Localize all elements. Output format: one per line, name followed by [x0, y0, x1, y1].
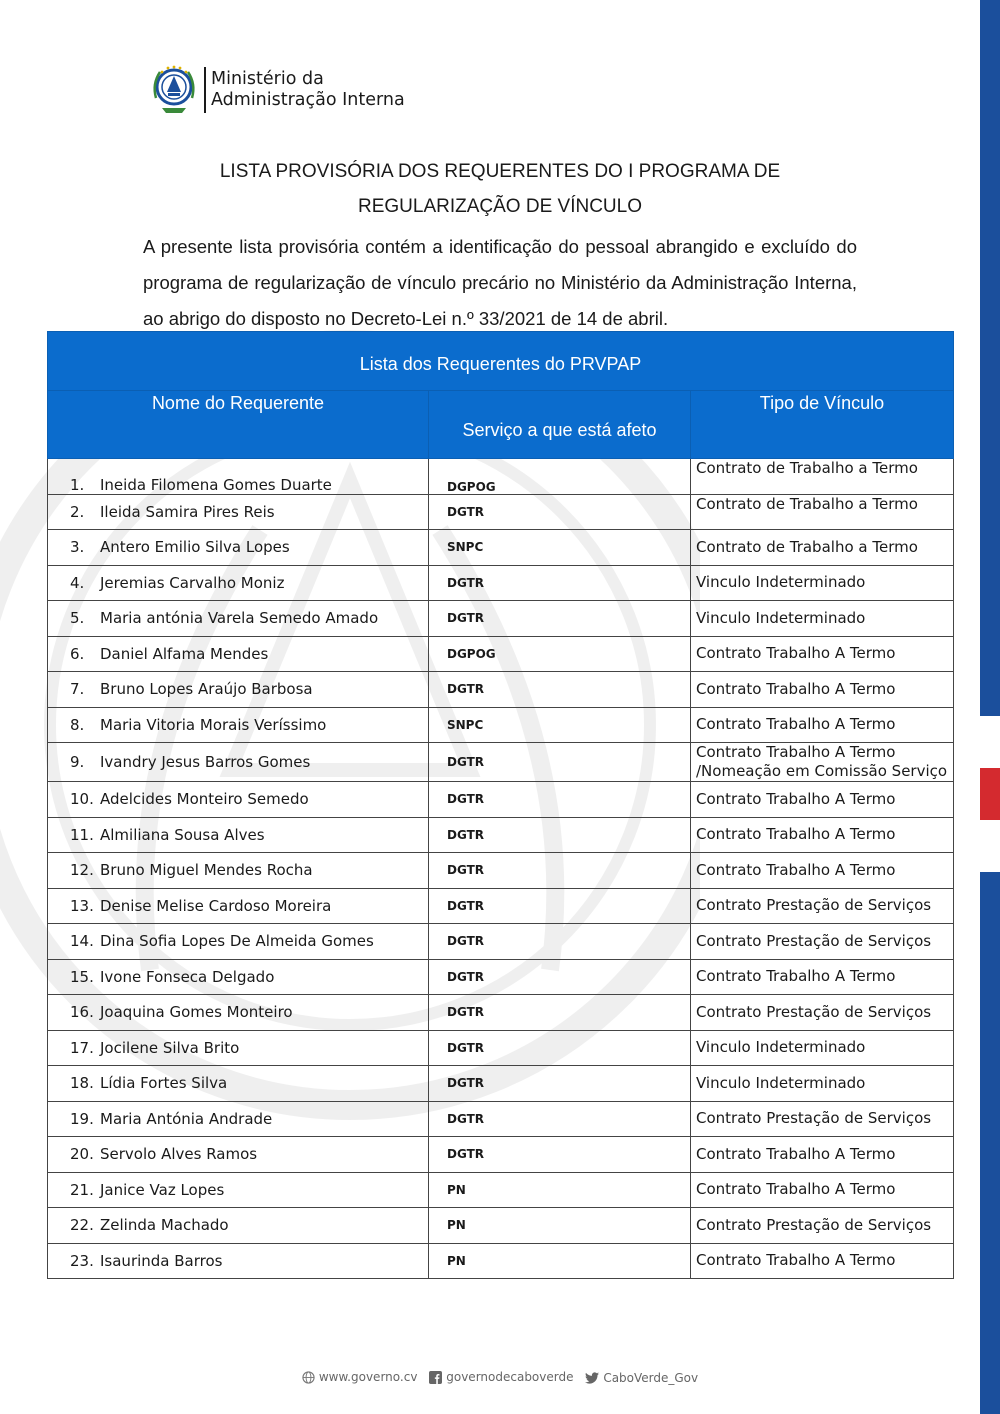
footer-twitter[interactable]	[585, 1371, 698, 1385]
cell-type	[691, 817, 954, 853]
cell-name	[48, 924, 429, 960]
requerente-name: Servolo Alves Ramos	[100, 1145, 258, 1164]
table-row	[48, 1137, 954, 1173]
cell-type	[691, 959, 954, 995]
table-row	[48, 1172, 954, 1208]
table-caption: Lista dos Requerentes do PRVPAP	[48, 332, 954, 391]
requerente-name: Ivandry Jesus Barros Gomes	[100, 753, 311, 771]
cell-service: DGTR	[429, 672, 691, 708]
coat-of-arms-icon	[148, 62, 200, 118]
cell-service: DGTR	[429, 1101, 691, 1137]
cell-name	[48, 1172, 429, 1208]
cell-service: DGTR	[429, 959, 691, 995]
cell-name	[48, 494, 429, 530]
cell-service: DGTR	[429, 1066, 691, 1102]
requerente-name: Isaurinda Barros	[100, 1251, 223, 1270]
cell-type	[691, 1172, 954, 1208]
cell-name	[48, 459, 429, 495]
vinculo-type: Contrato Prestação de Serviços	[696, 931, 932, 950]
vinculo-type: Contrato Trabalho A Termo	[696, 1180, 896, 1199]
requerente-name: Zelinda Machado	[100, 1216, 229, 1235]
requerente-name: Antero Emilio Silva Lopes	[100, 538, 290, 557]
footer-website-label: www.governo.cv	[318, 1370, 418, 1384]
logo-line-1: Ministério da	[211, 69, 324, 89]
row-number: 1.	[70, 475, 85, 494]
row-number: 21.	[70, 1180, 94, 1199]
ministry-logo	[148, 62, 405, 118]
logo-divider	[204, 67, 206, 113]
vinculo-type: Contrato Trabalho A Termo	[696, 715, 896, 734]
requerente-name: Ivone Fonseca Delgado	[100, 967, 275, 986]
cell-service: DGTR	[429, 494, 691, 530]
vinculo-type: Contrato Trabalho A Termo	[696, 1251, 896, 1270]
requerente-name: Adelcides Monteiro Semedo	[100, 790, 309, 809]
table-body	[48, 459, 954, 1279]
cell-service: DGTR	[429, 565, 691, 601]
twitter-icon	[585, 1372, 599, 1384]
cell-name	[48, 1208, 429, 1244]
requerente-name: Janice Vaz Lopes	[100, 1180, 225, 1199]
requerente-name: Lídia Fortes Silva	[100, 1074, 228, 1093]
cell-service: DGTR	[429, 1137, 691, 1173]
row-number: 22.	[70, 1216, 94, 1235]
cell-name	[48, 1243, 429, 1279]
cell-service: DGTR	[429, 924, 691, 960]
logo-text	[211, 69, 405, 111]
row-number: 10.	[70, 790, 94, 809]
column-header-service: Serviço a que está afeto	[429, 391, 691, 459]
cell-type	[691, 672, 954, 708]
cell-type	[691, 888, 954, 924]
side-bar-red	[980, 768, 1000, 820]
vinculo-type: Contrato de Trabalho a Termo	[696, 537, 918, 556]
row-number: 11.	[70, 825, 94, 844]
cell-service: SNPC	[429, 530, 691, 566]
cell-type	[691, 601, 954, 637]
row-number: 23.	[70, 1251, 94, 1270]
cell-service: DGTR	[429, 853, 691, 889]
document-title-line-1: LISTA PROVISÓRIA DOS REQUERENTES DO I PROGRAMA DE	[219, 161, 781, 182]
cell-type	[691, 530, 954, 566]
cell-name	[48, 1066, 429, 1102]
cell-name	[48, 530, 429, 566]
row-number: 7.	[70, 680, 85, 699]
row-number: 16.	[70, 1003, 94, 1022]
table-row	[48, 1030, 954, 1066]
cell-name	[48, 888, 429, 924]
table-row	[48, 1208, 954, 1244]
footer	[0, 1370, 1000, 1387]
table-row	[48, 707, 954, 743]
cell-service: DGPOG	[429, 459, 691, 495]
vinculo-type: Vinculo Indeterminado	[696, 573, 866, 592]
cell-service: DGTR	[429, 601, 691, 637]
row-number: 3.	[70, 538, 85, 557]
table-row	[48, 636, 954, 672]
cell-name	[48, 707, 429, 743]
row-number: 9.	[70, 753, 85, 771]
row-number: 4.	[70, 573, 85, 592]
vinculo-type: Vinculo Indeterminado	[696, 1038, 866, 1057]
vinculo-type: Contrato Prestação de Serviços	[696, 1002, 932, 1021]
cell-service: DGTR	[429, 995, 691, 1031]
table-row	[48, 601, 954, 637]
table-row	[48, 459, 954, 495]
vinculo-type: Contrato Trabalho A Termo	[696, 644, 896, 663]
globe-icon	[302, 1371, 315, 1384]
vinculo-type: Contrato Trabalho A Termo	[696, 860, 896, 879]
cell-name	[48, 636, 429, 672]
table-row	[48, 817, 954, 853]
table-row	[48, 743, 954, 782]
cell-type	[691, 459, 954, 495]
table-row	[48, 530, 954, 566]
requerente-name: Almiliana Sousa Alves	[100, 825, 265, 844]
row-number: 20.	[70, 1145, 94, 1164]
cell-name	[48, 959, 429, 995]
vinculo-type: Contrato Trabalho A Termo	[696, 789, 896, 808]
vinculo-type: Contrato Prestação de Serviços	[696, 1215, 932, 1234]
cell-type	[691, 1030, 954, 1066]
cell-type	[691, 782, 954, 818]
cell-type	[691, 636, 954, 672]
cell-name	[48, 1030, 429, 1066]
table-row	[48, 888, 954, 924]
footer-facebook[interactable]	[429, 1370, 573, 1384]
requerente-name: Bruno Lopes Araújo Barbosa	[100, 680, 313, 699]
requerente-name: Dina Sofia Lopes De Almeida Gomes	[100, 932, 374, 951]
row-number: 17.	[70, 1038, 94, 1057]
cell-service: SNPC	[429, 707, 691, 743]
cell-name	[48, 565, 429, 601]
vinculo-type: Contrato Trabalho A Termo	[696, 679, 896, 698]
row-number: 13.	[70, 896, 94, 915]
vinculo-type: Contrato de Trabalho a Termo	[696, 494, 918, 513]
vinculo-type: Contrato Trabalho A Termo	[696, 967, 896, 986]
vinculo-type: Vinculo Indeterminado	[696, 1073, 866, 1092]
vinculo-type: Vinculo Indeterminado	[696, 608, 866, 627]
row-number: 8.	[70, 715, 85, 734]
requerente-name: Bruno Miguel Mendes Rocha	[100, 861, 313, 880]
row-number: 2.	[70, 502, 85, 521]
side-bar-blue-top	[980, 0, 1000, 716]
cell-name	[48, 782, 429, 818]
cell-type	[691, 924, 954, 960]
footer-twitter-label: CaboVerde_Gov	[603, 1370, 699, 1385]
table-row	[48, 1243, 954, 1279]
requerente-name: Maria antónia Varela Semedo Amado	[100, 609, 379, 628]
vinculo-type: Contrato de Trabalho a Termo	[696, 459, 918, 477]
document-title-line-2: REGULARIZAÇÃO DE VÍNCULO	[358, 196, 642, 217]
table-row	[48, 494, 954, 530]
cell-name	[48, 817, 429, 853]
cell-type	[691, 1208, 954, 1244]
requerente-name: Maria Antónia Andrade	[100, 1109, 273, 1128]
cell-name	[48, 1137, 429, 1173]
table-row	[48, 995, 954, 1031]
vinculo-type: Contrato Trabalho A Termo	[696, 825, 896, 844]
vinculo-type-continuation: /Nomeação em Comissão Serviço	[696, 762, 948, 780]
cell-type	[691, 743, 954, 782]
row-number: 12.	[70, 861, 94, 880]
row-number: 19.	[70, 1109, 94, 1128]
requerente-name: Maria Vitoria Morais Veríssimo	[100, 715, 327, 734]
requerente-name: Jocilene Silva Brito	[100, 1038, 240, 1057]
row-number: 6.	[70, 644, 85, 663]
table-row	[48, 672, 954, 708]
side-bar-blue-bottom	[980, 872, 1000, 1414]
cell-name	[48, 853, 429, 889]
cell-name	[48, 995, 429, 1031]
table-row	[48, 924, 954, 960]
row-number: 5.	[70, 609, 85, 628]
cell-service: PN	[429, 1243, 691, 1279]
footer-website[interactable]	[302, 1370, 418, 1384]
row-number: 15.	[70, 967, 94, 986]
cell-type	[691, 853, 954, 889]
requerente-name: Ineida Filomena Gomes Duarte	[100, 475, 332, 494]
cell-name	[48, 672, 429, 708]
cell-type	[691, 995, 954, 1031]
cell-service: DGTR	[429, 743, 691, 782]
cell-type	[691, 707, 954, 743]
requerente-name: Daniel Alfama Mendes	[100, 644, 269, 663]
requerentes-table	[47, 331, 954, 1279]
cell-type	[691, 1243, 954, 1279]
cell-type	[691, 1066, 954, 1102]
vinculo-type: Contrato Prestação de Serviços	[696, 896, 932, 915]
requerente-name: Joaquina Gomes Monteiro	[100, 1003, 293, 1022]
requerente-name: Jeremias Carvalho Moniz	[100, 573, 285, 592]
requerente-name: Ileida Samira Pires Reis	[100, 502, 275, 521]
column-header-name: Nome do Requerente	[48, 391, 429, 459]
table-row	[48, 1066, 954, 1102]
requerente-name: Denise Melise Cardoso Moreira	[100, 896, 332, 915]
row-number: 14.	[70, 932, 94, 951]
logo-line-2: Administração Interna	[211, 90, 405, 110]
cell-type	[691, 1101, 954, 1137]
vinculo-type: Contrato Trabalho A Termo	[696, 1144, 896, 1163]
table-row	[48, 1101, 954, 1137]
table-row	[48, 565, 954, 601]
row-number: 18.	[70, 1074, 94, 1093]
cell-service: PN	[429, 1172, 691, 1208]
intro-paragraph: A presente lista provisória contém a identificação do pessoal abrangido e excluído do programa de regularização de vínculo precário no Ministério da Administração Interna, ao abrigo do disposto no Decreto-Lei n.º 33/2021 de 14 de abril.	[143, 236, 857, 329]
cell-service: DGTR	[429, 888, 691, 924]
cell-service: DGPOG	[429, 636, 691, 672]
cell-service: DGTR	[429, 1030, 691, 1066]
cell-type	[691, 1137, 954, 1173]
facebook-icon	[429, 1371, 442, 1384]
cell-type	[691, 565, 954, 601]
footer-facebook-label: governodecaboverde	[446, 1370, 574, 1384]
column-header-type: Tipo de Vínculo	[691, 391, 954, 459]
table-row	[48, 959, 954, 995]
table-row	[48, 782, 954, 818]
cell-name	[48, 1101, 429, 1137]
cell-type	[691, 494, 954, 530]
cell-service: PN	[429, 1208, 691, 1244]
vinculo-type: Contrato Prestação de Serviços	[696, 1109, 932, 1128]
cell-service: DGTR	[429, 817, 691, 853]
cell-service: DGTR	[429, 782, 691, 818]
vinculo-type: Contrato Trabalho A Termo	[696, 743, 896, 761]
cell-name	[48, 743, 429, 782]
cell-name	[48, 601, 429, 637]
table-row	[48, 853, 954, 889]
